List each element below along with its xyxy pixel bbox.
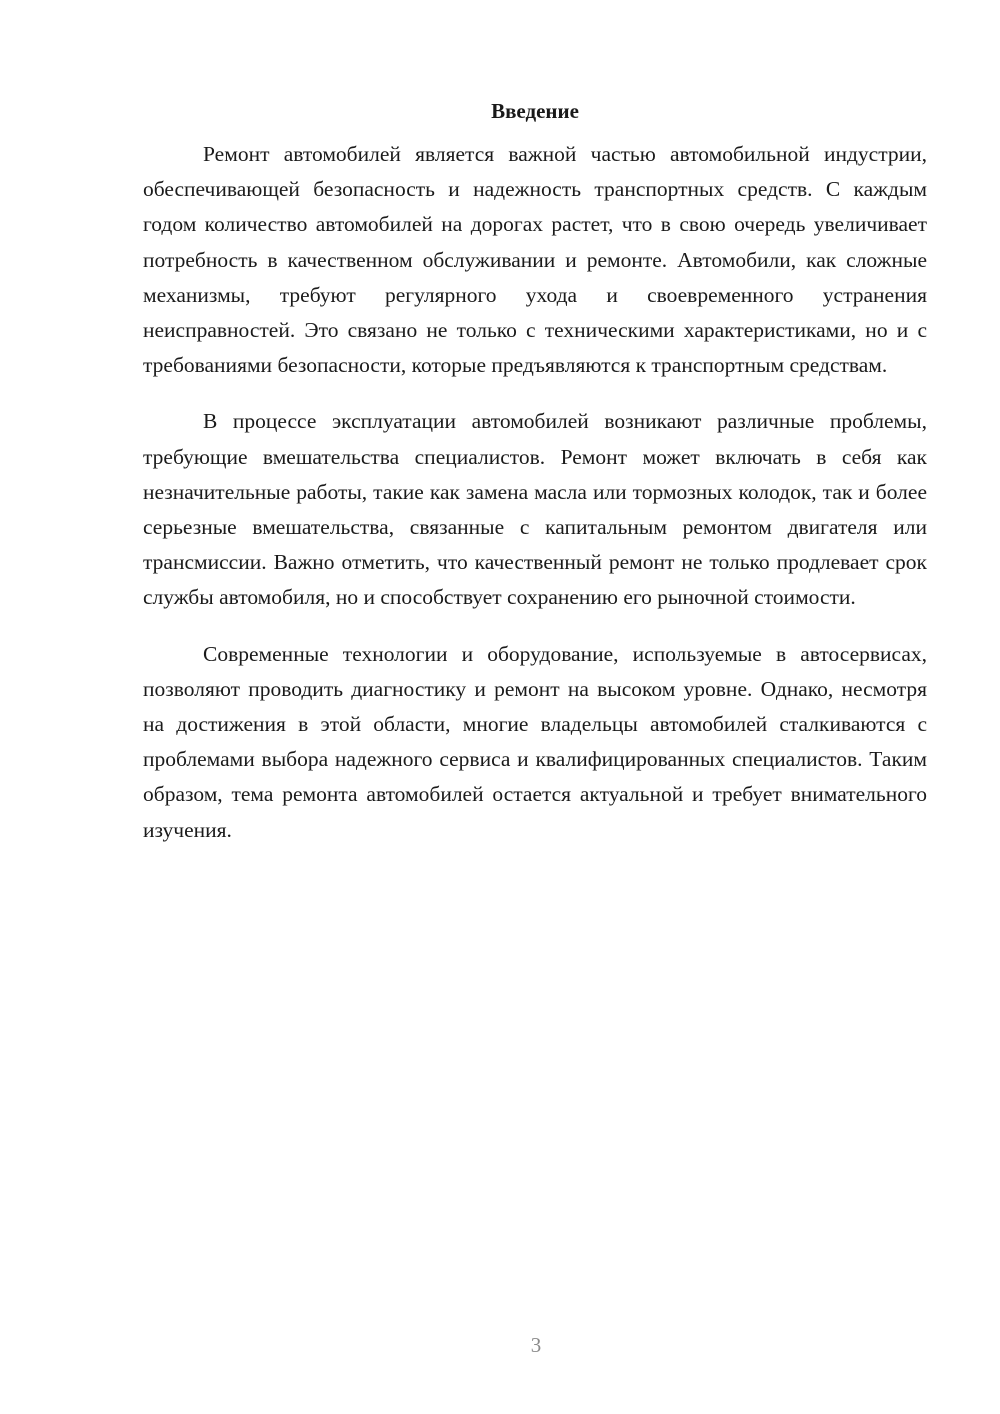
page-content bbox=[143, 96, 927, 869]
page-number: 3 bbox=[530, 1333, 542, 1357]
paragraph-2: В процессе эксплуатации автомобилей возникают различные проблемы, требующие вмешательства специалистов. Ремонт может включать в себя как незначительные работы, такие как замена масла или тормозных колодок, так и более серьезные вмешательства, связанные с капитальным ремонтом двигателя или трансмиссии. Важно отметить, что качественный ремонт не только продлевает срок службы автомобиля, но и способствует сохранению его рыночной стоимости. bbox=[143, 409, 927, 610]
section-heading: Введение bbox=[491, 99, 579, 123]
paragraph-3: Современные технологии и оборудование, используемые в автосервисах, позволяют проводить диагностику и ремонт на высоком уровне. Однако, несмотря на достижения в этой области, многие владельцы автомобилей сталкиваются с проблемами выбора надежного сервиса и квалифицированных специалистов. Таким образом, тема ремонта автомобилей остается актуальной и требует внимательного изучения. bbox=[143, 641, 927, 842]
paragraph-1: Ремонт автомобилей является важной частью автомобильной индустрии, обеспечивающей безопасность и надежность транспортных средств. С каждым годом количество автомобилей на дорогах растет, что в свою очередь увеличивает потребность в качественном обслуживании и ремонте. Автомобили, как сложные механизмы, требуют регулярного ухода и своевременного устранения неисправностей. Это связано не только с техническими характеристиками, но и с требованиями безопасности, которые предъявляются к транспортным средствам. bbox=[143, 142, 927, 378]
